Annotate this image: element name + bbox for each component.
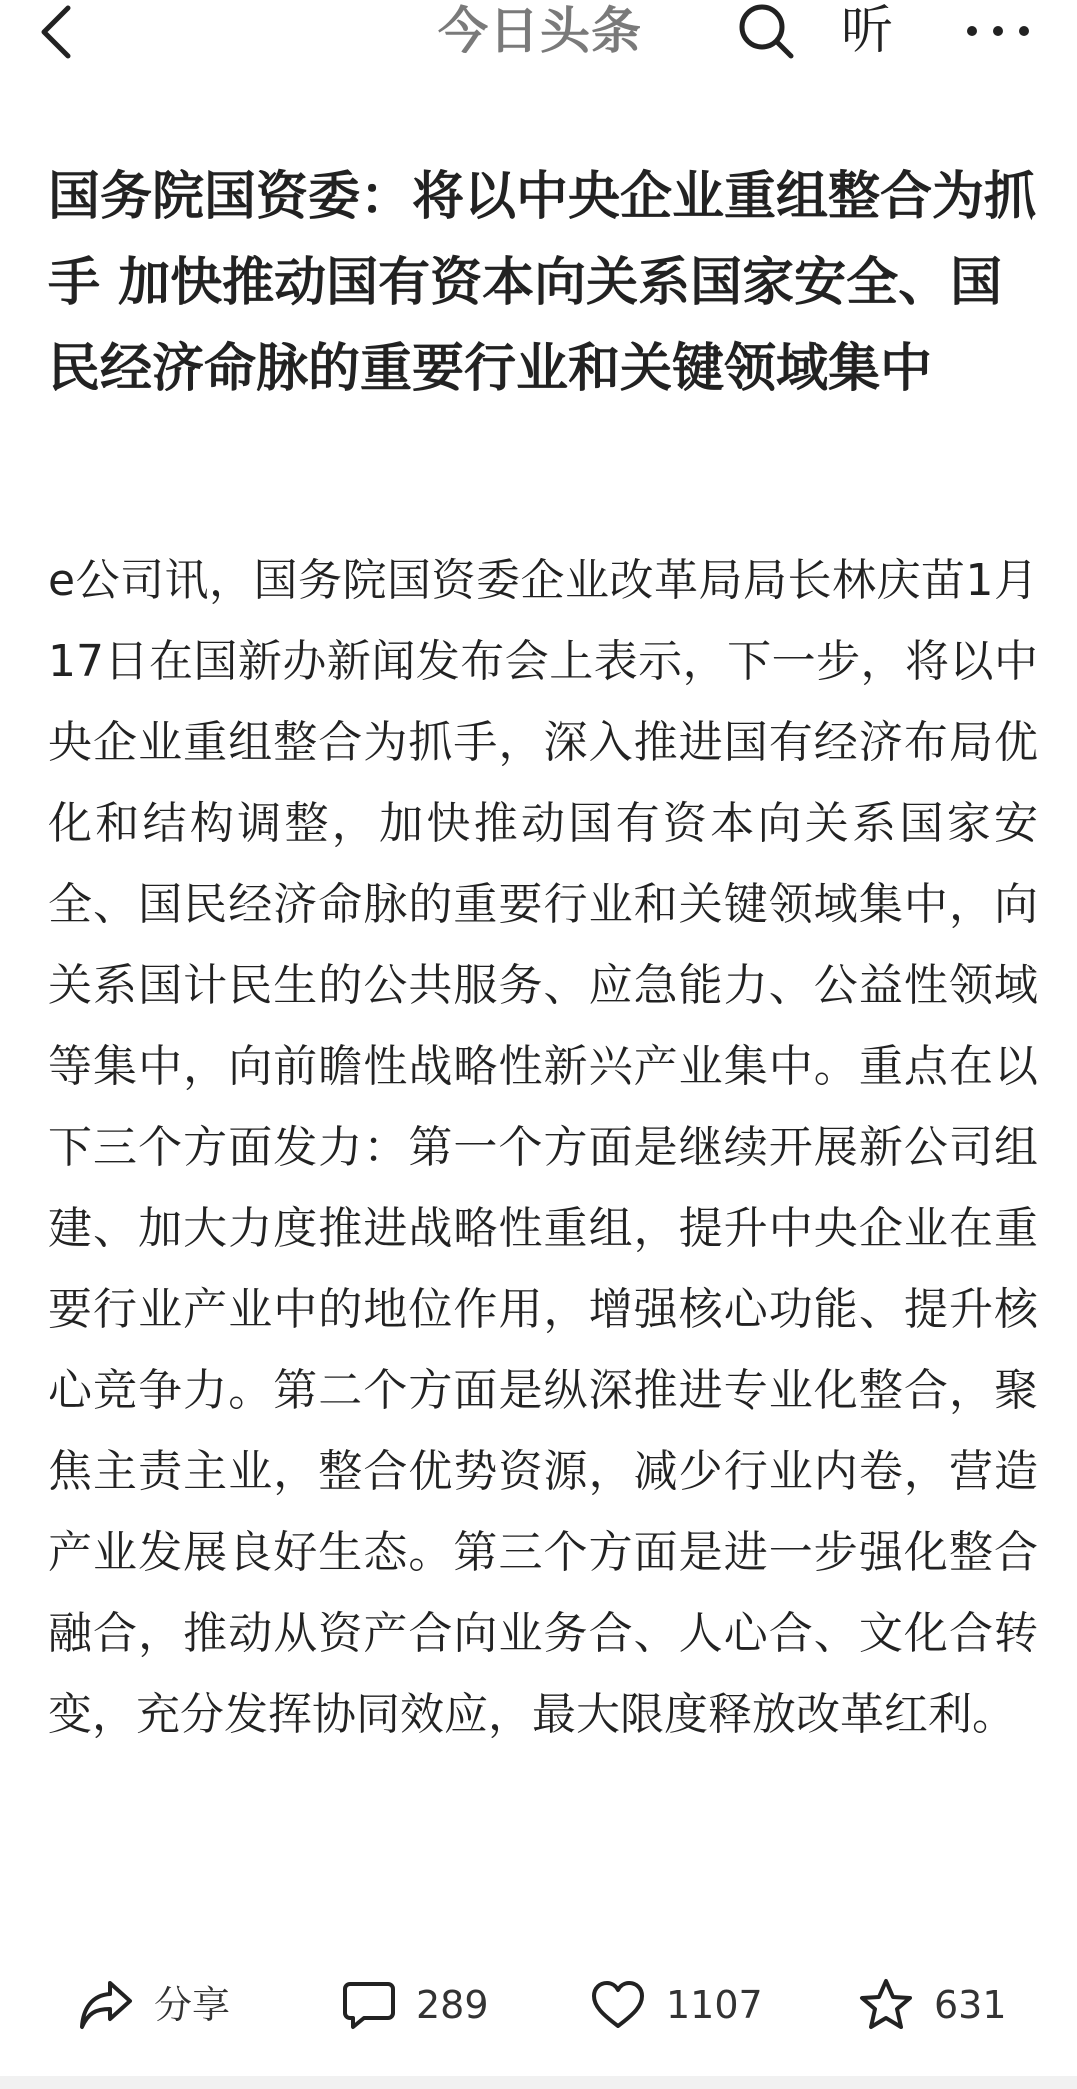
ellipsis-icon (965, 24, 1031, 38)
heart-icon (590, 1980, 646, 2030)
like-button[interactable] (590, 1960, 763, 2050)
favorite-count: 631 (934, 1983, 1007, 2027)
article-body: e公司讯，国务院国资委企业改革局局长林庆苗1月17日在国新办新闻发布会上表示，下一步，将以中央企业重组整合为抓手，深入推进国有经济布局优化和结构调整，加快推动国有资本向关系国家安全、国民经济命脉的重要行业和关键领域集中，向关系国计民生的公共服务、应急能力、公益性领域等集中，向前瞻性战略性新兴产业集中。重点在以下三个方面发力：第一个方面是继续开展新公司组建、加大力度推进战略性重组，提升中央企业在重要行业产业中的地位作用，增强核心功能、提升核心竞争力。第二个方面是纵深推进专业化整合，聚焦主责主业，整合优势资源，减少行业内卷，营造产业发展良好生态。第三个方面是进一步强化整合融合，推动从资产合向业务合、人心合、文化合转变，充分发挥协同效应，最大限度释放改革红利。 (48, 555, 1038, 1740)
like-count: 1107 (666, 1983, 763, 2027)
article-title: 国务院国资委：将以中央企业重组整合为抓手 加快推动国有资本向关系国家安全、国民经济命脉的重要行业和关键领域集中 (48, 167, 1037, 399)
comment-count: 289 (416, 1983, 489, 2027)
star-icon (858, 1978, 914, 2032)
comment-button[interactable] (342, 1960, 489, 2050)
more-button[interactable] (960, 0, 1035, 62)
bottom-divider (0, 2076, 1077, 2089)
share-label: 分享 (154, 1983, 231, 2027)
share-icon (78, 1979, 134, 2031)
top-navigation-bar (0, 0, 1077, 70)
search-button[interactable] (733, 0, 799, 62)
app-title: 今日头条 (438, 2, 642, 60)
chevron-left-icon (38, 4, 72, 60)
listen-button[interactable]: 听 (840, 1, 893, 61)
bottom-action-bar (0, 1960, 1077, 2050)
favorite-button[interactable] (858, 1960, 1007, 2050)
back-button[interactable] (30, 2, 80, 62)
search-icon (736, 1, 796, 61)
share-button[interactable] (78, 1960, 230, 2050)
comment-icon (342, 1980, 396, 2030)
